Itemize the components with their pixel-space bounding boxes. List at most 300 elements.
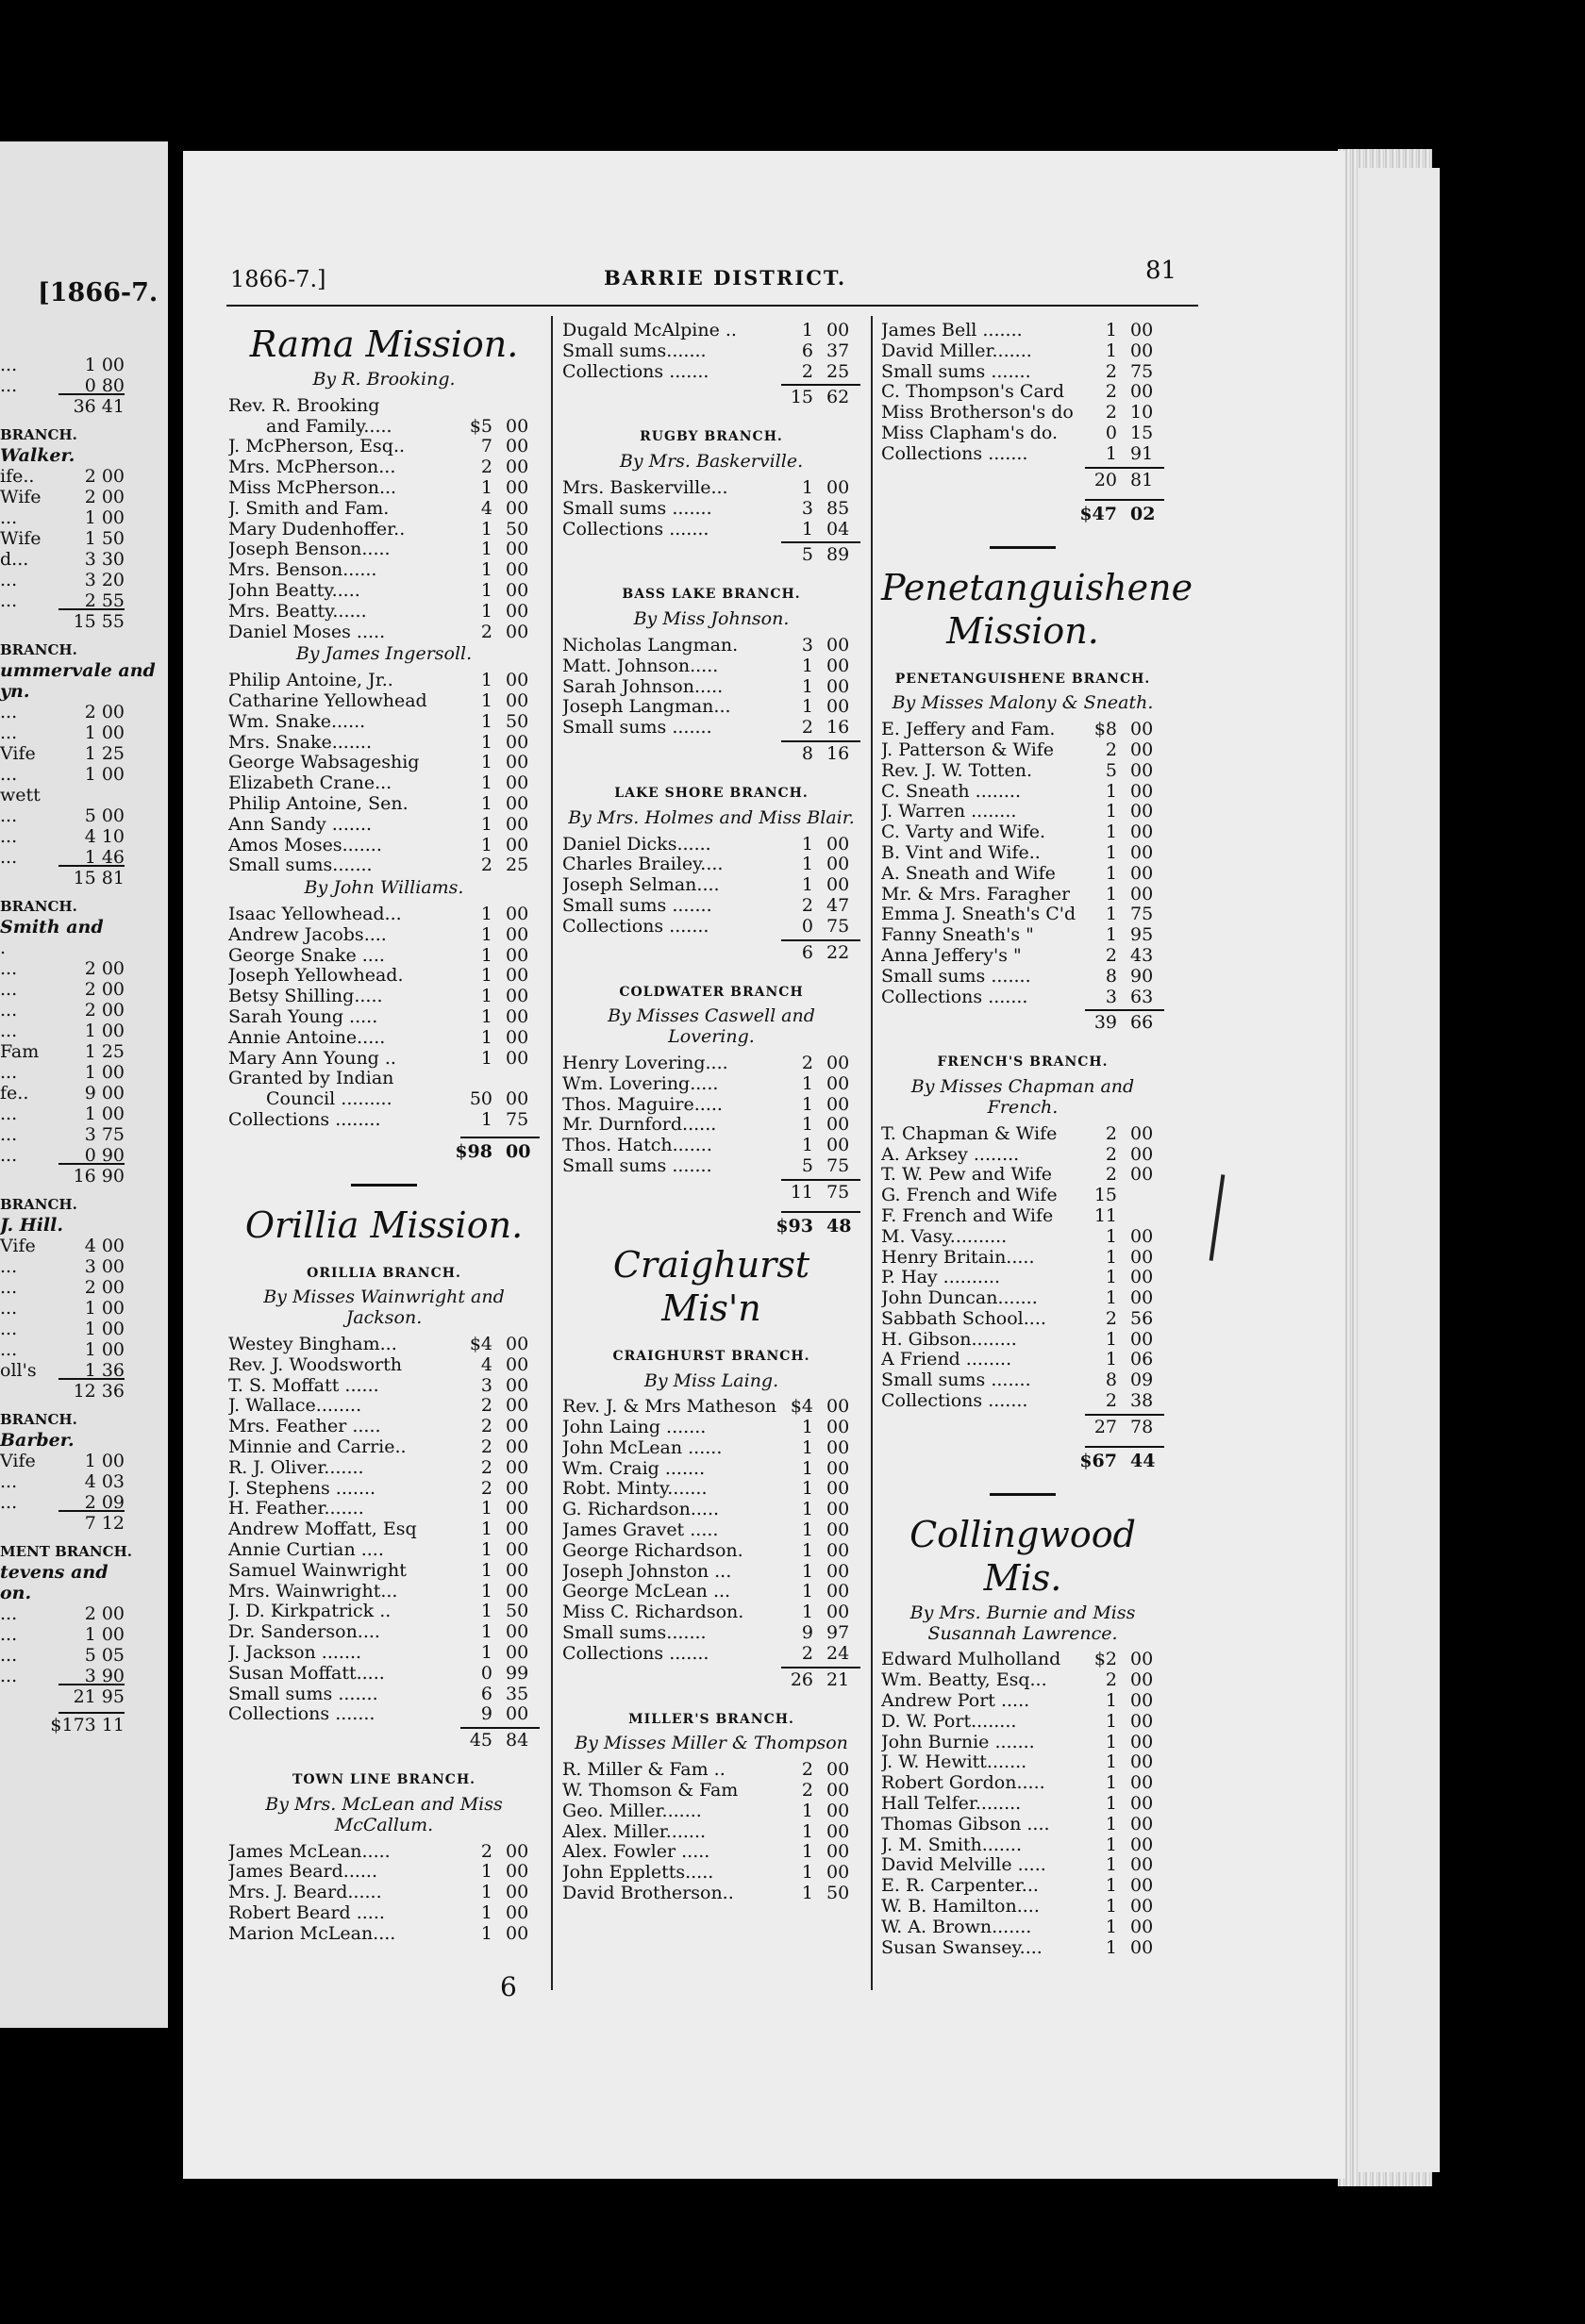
left-page-row-amount: 1 00 (84, 355, 125, 375)
left-page-row (0, 1214, 125, 1237)
donor-name: H. Gibson........ (881, 1329, 1017, 1350)
total-dollars: 26 (790, 1668, 813, 1690)
amount-cents: 00 (1130, 759, 1154, 781)
donor-name: James Gravet ..... (562, 1520, 719, 1541)
amount-dollars: 1 (801, 1539, 813, 1561)
donor-name: George McLean ... (562, 1582, 731, 1602)
amount-dollars: 2 (480, 1416, 492, 1437)
amount-dollars: 1 (480, 965, 492, 987)
amount-cents: 95 (1130, 924, 1154, 946)
donation-row (228, 1069, 540, 1089)
left-page-row (0, 1623, 125, 1646)
donation-row (228, 1089, 540, 1110)
amount-dollars: 1 (480, 1580, 492, 1602)
amount-cents: 00 (826, 833, 850, 855)
donation-row (881, 1835, 1164, 1856)
left-page-row-text: Vife (0, 1236, 36, 1256)
left-page-row-text: ... (0, 355, 18, 375)
amount-cents: 00 (1130, 841, 1154, 863)
amount-cents: 00 (1130, 1936, 1154, 1958)
amount-dollars: 1 (480, 1047, 492, 1069)
donation-row (228, 1028, 540, 1049)
donor-name: Miss Brotherson's do (881, 403, 1074, 423)
donation-row (228, 925, 540, 946)
donor-name: Elizabeth Crane... (228, 773, 392, 794)
left-page-row (0, 1470, 125, 1493)
donation-row (228, 966, 540, 987)
donation-row (228, 815, 540, 836)
donor-name: Miss Clapham's do. (881, 423, 1059, 443)
donation-row (881, 1691, 1164, 1712)
amount-cents: 00 (826, 1581, 850, 1602)
donation-row (228, 499, 540, 520)
donor-name: Edward Mulholland (881, 1650, 1061, 1670)
left-page-row (0, 1297, 125, 1320)
amount-dollars: 2 (1105, 1390, 1117, 1412)
donation-row (881, 1206, 1164, 1227)
amount-dollars: 7 (480, 436, 492, 457)
amount-dollars: 1 (801, 1114, 813, 1136)
left-page-row-text: Vife (0, 743, 36, 764)
left-page-row-text: ... (0, 1277, 18, 1298)
amount-cents: 00 (506, 670, 529, 691)
amount-dollars: 1 (480, 1519, 492, 1540)
donor-name: Joseph Langman... (562, 697, 731, 718)
donor-name: Henry Lovering.... (562, 1053, 728, 1073)
left-page-row-text: ... (0, 958, 18, 979)
amount-dollars: 1 (480, 518, 492, 540)
amount-dollars: 1 (1105, 1349, 1117, 1370)
amount-cents: 00 (826, 874, 850, 896)
branch-total (881, 471, 1164, 493)
amount-dollars: 1 (480, 1108, 492, 1130)
left-page-row (0, 1512, 125, 1535)
left-page-row (0, 465, 125, 488)
amount-dollars: 4 (480, 1353, 492, 1375)
left-page-row (0, 1318, 125, 1340)
amount-cents: 00 (1130, 1710, 1154, 1732)
donor-name: A. Sneath and Wife (881, 863, 1056, 884)
donor-name: Minnie and Carrie.. (228, 1437, 407, 1458)
amount-dollars: 1 (1105, 780, 1117, 802)
left-page-row-text: ... (0, 826, 18, 847)
left-page-row-text: ... (0, 1471, 18, 1492)
donation-row (881, 782, 1164, 803)
amount-cents: 43 (1130, 944, 1154, 966)
donor-name: W. A. Brown....... (881, 1917, 1032, 1937)
amount-dollars: 3 (801, 497, 813, 519)
left-page-row-amount: 9 00 (84, 1083, 125, 1104)
branch-heading: FRENCH'S BRANCH. (937, 1054, 1109, 1071)
left-page-row-text: d... (0, 549, 29, 570)
amount-cents: 00 (506, 1840, 529, 1862)
donation-row (228, 773, 540, 794)
left-page-row (0, 506, 125, 529)
left-page-row (0, 701, 125, 723)
total-cents: 48 (826, 1215, 852, 1237)
donor-name: J. M. Smith....... (881, 1834, 1023, 1855)
amount-cents: 09 (1130, 1370, 1154, 1391)
amount-dollars: 2 (1105, 944, 1117, 966)
amount-cents: 00 (506, 1088, 529, 1110)
donor-name: Dugald McAlpine .. (562, 321, 737, 340)
amount-dollars: 2 (801, 1759, 813, 1781)
amount-cents: 00 (826, 1560, 850, 1582)
left-page-row-text: ... (0, 507, 18, 528)
left-page-row (0, 1165, 125, 1187)
left-page-row (0, 548, 125, 571)
donation-row (562, 636, 860, 656)
amount-dollars: 1 (1105, 1287, 1117, 1309)
total-dollars: $67 (1079, 1450, 1117, 1471)
donation-row (228, 1355, 540, 1376)
donation-row (228, 1417, 540, 1437)
donation-row (562, 1418, 860, 1438)
amount-cents: 00 (506, 1436, 529, 1458)
donor-name: Joseph Benson..... (228, 540, 391, 560)
amount-dollars: 2 (480, 1456, 492, 1478)
donor-name: Samuel Wainwright (228, 1560, 407, 1581)
donation-row (881, 1670, 1164, 1691)
donation-row (228, 581, 540, 602)
donor-name: George Snake .... (228, 945, 385, 966)
amount-cents: 00 (1130, 1690, 1154, 1712)
amount-cents: 00 (506, 1621, 529, 1643)
mission-total (562, 1217, 860, 1241)
left-page-row-text: Fam (0, 1041, 40, 1062)
collector-line: By Misses Caswell and Lovering. (608, 1005, 815, 1048)
donor-name: E. R. Carpenter... (881, 1876, 1039, 1897)
total-cents: 66 (1130, 1012, 1154, 1034)
donor-name: J. D. Kirkpatrick .. (228, 1602, 392, 1622)
left-page-row-text: . (0, 938, 7, 958)
donation-row (228, 1335, 540, 1355)
donation-row (562, 1541, 860, 1562)
amount-cents: 00 (1130, 381, 1154, 403)
donor-name: Marion McLean.... (228, 1923, 396, 1944)
left-page-row-text: BRANCH. (0, 641, 77, 658)
amount-cents: 75 (826, 1154, 850, 1176)
amount-dollars: 1 (801, 1499, 813, 1520)
amount-dollars: 1 (480, 813, 492, 835)
left-page-row-text: ... (0, 590, 18, 611)
left-page-row-text: fe.. (0, 1083, 29, 1104)
donor-name: Daniel Dicks...... (562, 834, 711, 855)
branch-heading: LAKE SHORE BRANCH. (614, 785, 809, 801)
donor-name: Mrs. Wainwright... (228, 1581, 398, 1602)
donor-name: Mr. & Mrs. Faragher (881, 884, 1071, 905)
left-page-row-amount: 16 90 (73, 1166, 125, 1187)
amount-dollars: 2 (1105, 1122, 1117, 1144)
donor-name: Wm. Lovering..... (562, 1073, 719, 1094)
donation-row (228, 905, 540, 925)
branch-heading: ORILLIA BRANCH. (307, 1265, 461, 1281)
amount-cents: 00 (826, 1841, 850, 1863)
left-page-row-amount: 4 10 (84, 826, 125, 847)
amount-dollars: 2 (1105, 1669, 1117, 1691)
amount-dollars: $4 (790, 1396, 813, 1418)
donor-name: Granted by Indian (228, 1069, 394, 1089)
branch-heading: BASS LAKE BRANCH. (622, 587, 801, 603)
donation-row (228, 1582, 540, 1602)
amount-dollars: $8 (1093, 719, 1117, 740)
donation-row (562, 835, 860, 855)
donation-row (228, 671, 540, 691)
left-page-row (0, 722, 125, 744)
left-page-row-text: oll's (0, 1360, 37, 1381)
amount-cents: 25 (506, 855, 529, 876)
donor-name: Andrew Jacobs.... (228, 924, 387, 945)
donor-name: F. French and Wife (881, 1205, 1054, 1226)
donation-row (228, 1499, 540, 1519)
donation-row (228, 1704, 540, 1725)
left-page-row-amount: 1 25 (84, 743, 125, 764)
amount-dollars: 5 (801, 1154, 813, 1176)
donor-name: C. Sneath ........ (881, 781, 1021, 802)
donation-row (228, 1396, 540, 1417)
amount-cents: 00 (506, 752, 529, 773)
amount-dollars: 1 (801, 476, 813, 498)
donation-row (881, 1917, 1164, 1938)
donation-row (228, 794, 540, 815)
amount-cents: 00 (826, 320, 850, 340)
amount-dollars: 1 (1105, 442, 1117, 464)
amount-cents: 00 (506, 1882, 529, 1903)
donation-row (228, 1924, 540, 1945)
amount-cents: 50 (506, 518, 529, 540)
section-divider (990, 546, 1056, 549)
donor-name: Small sums ....... (562, 1155, 712, 1176)
donation-row (228, 1479, 540, 1500)
amount-dollars: 2 (480, 456, 492, 478)
donor-name: John Beatty..... (228, 580, 360, 601)
donor-name: G. Richardson..... (562, 1500, 720, 1520)
donor-name: J. Patterson & Wife (881, 739, 1055, 760)
branch-total (562, 545, 860, 568)
amount-dollars: 2 (801, 894, 813, 916)
left-page-row-amount: 2 00 (84, 487, 125, 507)
donation-row (228, 520, 540, 540)
donation-row (881, 740, 1164, 761)
amount-dollars: 1 (801, 1457, 813, 1479)
donation-row (881, 843, 1164, 864)
donation-row (228, 1519, 540, 1540)
column-divider-2 (871, 316, 873, 1990)
donation-row (562, 1760, 860, 1781)
left-page-row (0, 895, 125, 918)
page-header-number: 81 (1145, 257, 1177, 285)
donation-row (881, 1330, 1164, 1351)
left-page-row-text: ... (0, 1021, 18, 1041)
amount-cents: 38 (1130, 1390, 1154, 1412)
donation-row (228, 1437, 540, 1458)
donor-name: Mrs. Baskerville... (562, 477, 728, 498)
left-page-row (0, 1408, 125, 1431)
donation-row (228, 457, 540, 478)
amount-cents: 00 (826, 1114, 850, 1136)
amount-dollars: 1 (1105, 883, 1117, 905)
left-page-row (0, 1380, 125, 1403)
amount-cents: 00 (506, 1456, 529, 1478)
left-page-row (0, 1040, 125, 1063)
donor-name: Small sums ....... (881, 1370, 1031, 1391)
amount-dollars: 8 (1105, 965, 1117, 987)
amount-dollars: 1 (801, 655, 813, 676)
donation-row (881, 423, 1164, 444)
left-page-row-text: ... (0, 1062, 18, 1083)
left-page-row-amount: 3 30 (84, 549, 125, 570)
amount-cents: 00 (1130, 1896, 1154, 1917)
donor-name: Small sums ....... (881, 361, 1031, 382)
left-page-row (0, 1020, 125, 1042)
donor-name: Emma J. Sneath's C'd (881, 905, 1076, 925)
total-dollars: 20 (1093, 469, 1117, 490)
donation-row (562, 1500, 860, 1520)
donor-name: Rev. J. W. Totten. (881, 760, 1033, 781)
left-page-row-amount: 1 00 (84, 1319, 125, 1339)
left-page-row-text: BRANCH. (0, 426, 77, 443)
amount-cents: 00 (506, 1395, 529, 1417)
amount-cents: 75 (826, 915, 850, 937)
donor-name: Collections ........ (228, 1109, 381, 1130)
donation-row (881, 1650, 1164, 1670)
donation-row (881, 885, 1164, 905)
amount-cents: 00 (506, 965, 529, 987)
left-page-row-text: Barber. (0, 1430, 75, 1451)
donation-row (881, 1794, 1164, 1815)
donor-name: G. French and Wife (881, 1186, 1058, 1206)
left-page-row-amount: 1 00 (84, 1104, 125, 1124)
amount-cents: 35 (506, 1683, 529, 1704)
total-dollars: 5 (801, 544, 813, 566)
total-cents: 44 (1130, 1450, 1156, 1471)
donation-row (881, 925, 1164, 946)
donor-name: Rev. R. Brooking (228, 395, 380, 416)
amount-dollars: $2 (1093, 1649, 1117, 1670)
donor-name: Thomas Gibson .... (881, 1814, 1050, 1834)
total-dollars: 11 (790, 1181, 813, 1203)
left-page-row-amount: 1 00 (84, 507, 125, 528)
left-page-row-text: MENT BRANCH. (0, 1543, 132, 1560)
donation-row (228, 753, 540, 773)
left-page-row-amount: 5 05 (84, 1645, 125, 1666)
amount-cents: 00 (506, 621, 529, 642)
left-page-row-amount: 1 00 (84, 722, 125, 743)
left-page-row-amount: 2 00 (84, 979, 125, 1000)
amount-dollars: 1 (480, 944, 492, 966)
donor-name: Small sums ....... (562, 895, 712, 916)
donation-row (881, 720, 1164, 740)
amount-dollars: 1 (480, 710, 492, 732)
branch-total (562, 388, 860, 410)
amount-dollars: 2 (801, 1780, 813, 1801)
donor-name: Joseph Johnston ... (562, 1561, 732, 1582)
amount-dollars: 1 (1105, 1793, 1117, 1815)
amount-cents: 75 (1130, 360, 1154, 382)
donation-row (562, 1822, 860, 1843)
amount-cents: 56 (1130, 1307, 1154, 1329)
left-page-row-amount: 2 09 (84, 1492, 125, 1513)
donor-name: Andrew Moffatt, Esq (228, 1519, 417, 1540)
donor-name: David Brotherson.. (562, 1884, 734, 1904)
donation-row (228, 1664, 540, 1685)
amount-dollars: 1 (1105, 340, 1117, 361)
donor-name: Anna Jeffery's " (881, 945, 1022, 966)
left-page-row-text: ife.. (0, 466, 35, 487)
left-page-row (0, 569, 125, 591)
amount-dollars: 1 (801, 1519, 813, 1541)
donation-row (881, 1752, 1164, 1773)
amount-cents: 00 (826, 634, 850, 656)
donor-name: Sarah Young ..... (228, 1006, 378, 1027)
left-page-row-text: ... (0, 805, 18, 826)
left-page-row (0, 444, 125, 467)
amount-cents: 00 (506, 476, 529, 498)
donor-name: Alex. Fowler ..... (562, 1842, 710, 1863)
amount-dollars: 1 (480, 600, 492, 622)
branch-heading: RUGBY BRANCH. (640, 429, 783, 445)
total-dollars: 27 (1093, 1416, 1117, 1437)
donor-name: John Eppletts..... (562, 1863, 714, 1884)
amount-cents: 00 (1130, 1246, 1154, 1268)
amount-dollars: 1 (801, 1478, 813, 1500)
amount-cents: 91 (1130, 442, 1154, 464)
donor-name: Small sums....... (562, 1623, 707, 1644)
amount-cents: 00 (506, 579, 529, 601)
donor-name: C. Varty and Wife. (881, 822, 1046, 843)
donation-row (881, 1248, 1164, 1269)
donation-row (228, 417, 540, 438)
left-page-row-amount: 1 00 (84, 1339, 125, 1360)
amount-dollars: 1 (1105, 1854, 1117, 1876)
amount-cents: 00 (506, 1374, 529, 1396)
amount-dollars: 1 (1105, 1875, 1117, 1897)
amount-cents: 00 (506, 1334, 529, 1355)
amount-cents: 00 (826, 1436, 850, 1458)
donation-row (881, 321, 1164, 341)
left-page-row-amount: 1 00 (84, 1021, 125, 1041)
amount-cents: 00 (826, 1862, 850, 1884)
amount-cents: 85 (826, 497, 850, 519)
amount-dollars: 1 (801, 1883, 813, 1904)
amount-dollars: 1 (801, 1135, 813, 1156)
amount-dollars: 11 (1093, 1204, 1117, 1226)
left-page-row-text: BRANCH. (0, 1411, 77, 1428)
left-page-row (0, 1450, 125, 1472)
left-page-row-amount: 2 00 (84, 1000, 125, 1021)
amount-cents: 00 (506, 1416, 529, 1437)
amount-dollars: 1 (801, 696, 813, 718)
amount-cents: 00 (1130, 320, 1154, 340)
amount-dollars: 4 (480, 497, 492, 519)
donation-row (228, 1110, 540, 1131)
donation-row (228, 622, 540, 643)
donor-name: E. Jeffery and Fam. (881, 720, 1056, 740)
donation-row (562, 1562, 860, 1583)
total-dollars: $47 (1079, 503, 1117, 524)
left-page-row (0, 639, 125, 661)
left-page-row-text: ... (0, 1492, 18, 1513)
left-page-row (0, 805, 125, 827)
donor-name: R. Miller & Fam .. (562, 1760, 726, 1781)
donation-row (562, 478, 860, 499)
donor-name: Robt. Minty....... (562, 1479, 708, 1500)
amount-cents: 16 (826, 717, 850, 739)
donor-name: Small sums....... (562, 340, 707, 361)
left-page-row-text: Wife (0, 487, 42, 507)
left-page-row (0, 486, 125, 508)
amount-cents: 00 (826, 1417, 850, 1438)
